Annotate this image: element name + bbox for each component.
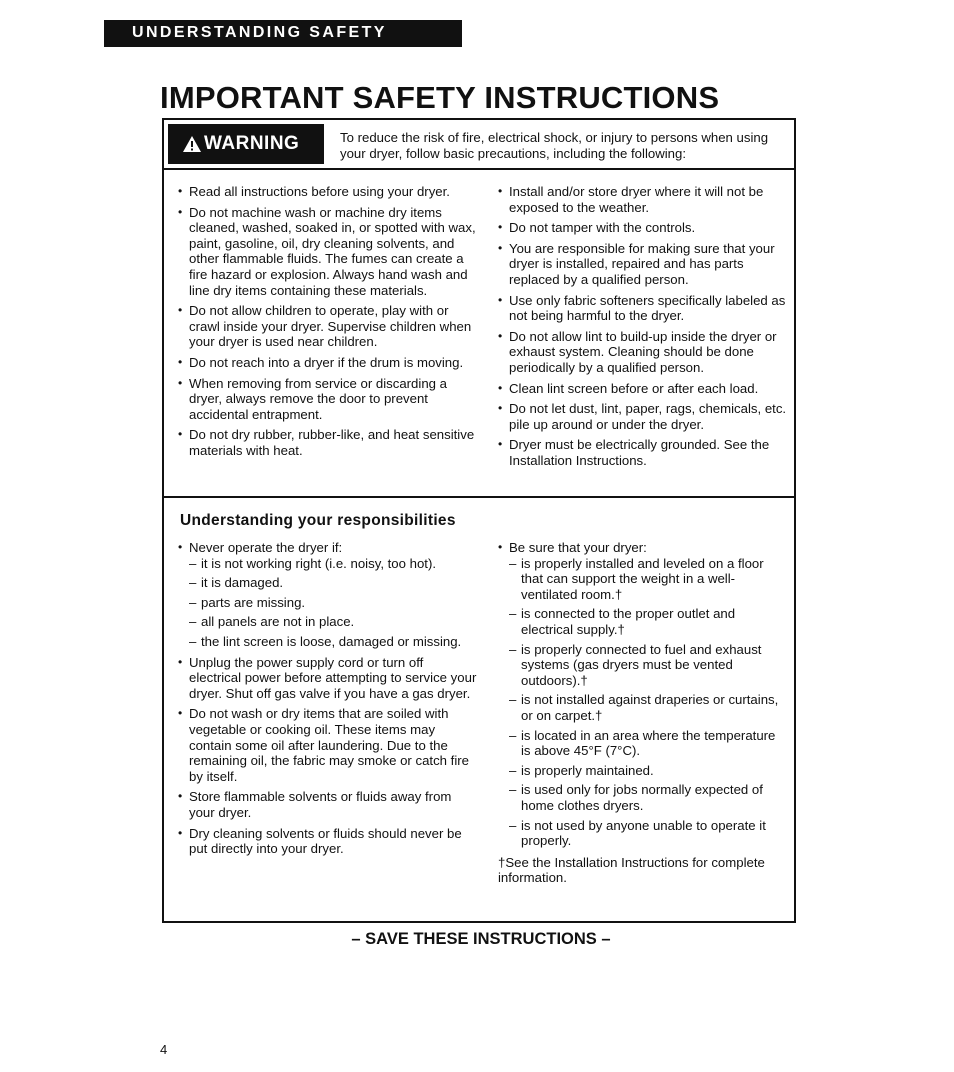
responsibility-item: • Do not wash or dry items that are soiled with vegetable or cooking oil. These items may contain some oil after laundering. Due to the remaining oil, the fabric may smoke or catch fire by itself. [178, 706, 478, 784]
warning-header [164, 120, 794, 170]
precaution-item: • Use only fabric softeners specifically labeled as not being harmful to the dryer. [498, 293, 788, 324]
responsibility-item: • Dry cleaning solvents or fluids should never be put directly into your dryer. [178, 826, 478, 857]
sub-item: – is connected to the proper outlet and electrical supply.† [509, 606, 788, 637]
warning-label: WARNING [204, 133, 300, 154]
precaution-item: • Do not allow children to operate, play with or crawl inside your dryer. Supervise children when your dryer is used near children. [178, 303, 478, 350]
precautions-right-column [498, 184, 788, 474]
responsibilities-heading: Understanding your responsibilities [180, 512, 456, 529]
sub-item: – is used only for jobs normally expected of home clothes dryers. [509, 782, 788, 813]
save-instructions: – SAVE THESE INSTRUCTIONS – [351, 930, 611, 948]
section-tab: UNDERSTANDING SAFETY [104, 20, 462, 46]
sub-item: – is properly maintained. [509, 763, 788, 779]
sub-item: – is not used by anyone unable to operate it properly. [509, 818, 788, 849]
never-operate-item [178, 540, 478, 650]
precaution-item: • Read all instructions before using your dryer. [178, 184, 478, 200]
responsibilities-left-column [178, 540, 478, 862]
sub-item: – is not installed against draperies or curtains, or on carpet.† [509, 692, 788, 723]
sub-item: – the lint screen is loose, damaged or missing. [189, 634, 478, 650]
never-operate-lead: Never operate the dryer if: [189, 540, 343, 555]
precaution-item: • Do not reach into a dryer if the drum is moving. [178, 355, 478, 371]
be-sure-item [498, 540, 788, 849]
safety-box [162, 118, 796, 923]
responsibility-item: • Unplug the power supply cord or turn off electrical power before attempting to service your dryer. Shut off gas valve if you have a gas dryer. [178, 655, 478, 702]
precaution-item: • Do not dry rubber, rubber-like, and heat sensitive materials with heat. [178, 427, 478, 458]
warning-badge [168, 124, 324, 164]
responsibility-item: • Store flammable solvents or fluids away from your dryer. [178, 789, 478, 820]
precaution-item: • Do not let dust, lint, paper, rags, chemicals, etc. pile up around or under the dryer. [498, 401, 788, 432]
sub-item: – is properly connected to fuel and exhaust systems (gas dryers must be vented outdoors).† [509, 642, 788, 689]
precaution-item: • You are responsible for making sure that your dryer is installed, repaired and has parts replaced by a qualified person. [498, 241, 788, 288]
precaution-item: • Do not allow lint to build-up inside the dryer or exhaust system. Cleaning should be done periodically by a qualified person. [498, 329, 788, 376]
section-divider [164, 496, 794, 498]
sub-item: – is properly installed and leveled on a floor that can support the weight in a well-ventilated room.† [509, 556, 788, 603]
precaution-item: • Install and/or store dryer where it will not be exposed to the weather. [498, 184, 788, 215]
precaution-item: • Do not machine wash or machine dry items cleaned, washed, soaked in, or spotted with wax, paint, gasoline, oil, dry cleaning solvents, and other flammable fluids. The fumes can create a fire hazard or explosion. Always hand wash and line dry items containing these materials. [178, 205, 478, 299]
responsibilities-right-column [498, 540, 788, 886]
precautions-left-column [178, 184, 478, 464]
precaution-item: • Clean lint screen before or after each load. [498, 381, 788, 397]
be-sure-lead: Be sure that your dryer: [509, 540, 647, 555]
tab-underline [104, 46, 462, 47]
page-title: IMPORTANT SAFETY INSTRUCTIONS [160, 80, 720, 115]
footnote: †See the Installation Instructions for complete information. [498, 854, 765, 886]
warning-intro: To reduce the risk of fire, electrical shock, or injury to persons when using your dryer, follow basic precautions, including the following: [340, 130, 769, 161]
sub-item: – it is not working right (i.e. noisy, too hot). [189, 556, 478, 572]
page-number: 4 [160, 1042, 168, 1057]
sub-item: – is located in an area where the temperature is above 45°F (7°C). [509, 728, 788, 759]
warning-triangle-icon [182, 135, 202, 153]
sub-item: – it is damaged. [189, 575, 478, 591]
precaution-item: • When removing from service or discarding a dryer, always remove the door to prevent accidental entrapment. [178, 376, 478, 423]
precaution-item: • Do not tamper with the controls. [498, 220, 788, 236]
sub-item: – all panels are not in place. [189, 614, 478, 630]
sub-item: – parts are missing. [189, 595, 478, 611]
precaution-item: • Dryer must be electrically grounded. See the Installation Instructions. [498, 437, 788, 468]
